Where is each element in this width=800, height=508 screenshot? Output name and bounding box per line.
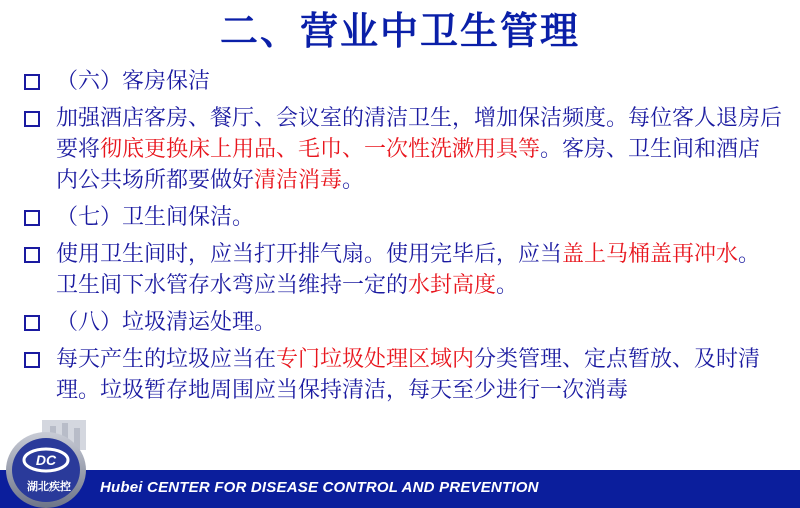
- text-segment: 。: [496, 273, 519, 298]
- text-segment: 。: [342, 168, 365, 193]
- bullet-list: [22, 66, 782, 412]
- text-segment: 每天产生的垃圾应当在: [56, 347, 277, 372]
- square-bullet-icon: [24, 210, 40, 226]
- text-segment: 分类管理、定点暂放、及时清理。垃圾暂存地周围应当保持清洁，每天至少进行一次消毒: [56, 347, 761, 403]
- text-segment: 使用卫生间时，应当打开排气扇。使用完毕后，应当: [56, 242, 563, 267]
- svg-text:DC: DC: [35, 452, 57, 468]
- square-bullet-icon: [24, 74, 40, 90]
- square-bullet-icon: [24, 111, 40, 127]
- text-segment: 。卫生间下水管存水弯应当维持一定的: [56, 242, 761, 298]
- highlight-segment: 清洁消毒: [254, 168, 343, 193]
- footer-org-name: Hubei CENTER FOR DISEASE CONTROL AND PREVENTION: [100, 479, 539, 496]
- bullet-item-5: [22, 307, 782, 338]
- text-segment: 加强酒店客房、餐厅、会议室的清洁卫生，增加保洁频度。每位客人退房后要将: [56, 106, 783, 162]
- highlight-segment: 彻底更换床上用品、毛巾、一次性洗漱用具等: [100, 137, 541, 162]
- text-segment: （六）客房保洁: [56, 69, 211, 94]
- square-bullet-icon: [24, 247, 40, 263]
- text-segment: （八）垃圾清运处理。: [56, 310, 277, 335]
- text-segment: （七）卫生间保洁。: [56, 205, 255, 230]
- square-bullet-icon: [24, 315, 40, 331]
- highlight-segment: 专门垃圾处理区域内: [276, 347, 475, 372]
- slide-title: 二、营业中卫生管理: [219, 9, 580, 53]
- highlight-segment: 水封高度: [408, 273, 497, 298]
- bullet-item-6: [22, 344, 782, 406]
- bullet-item-3: [22, 202, 782, 233]
- bullet-item-2: [22, 103, 782, 196]
- logo-caption: 湖北疾控: [27, 480, 71, 493]
- square-bullet-icon: [24, 352, 40, 368]
- bullet-item-4: [22, 239, 782, 301]
- text-segment: 。客房、卫生间和酒店内公共场所都要做好: [56, 137, 761, 193]
- footer-bar: [0, 470, 800, 508]
- bullet-item-1: [22, 66, 782, 97]
- highlight-segment: 盖上马桶盖再冲水: [562, 242, 739, 267]
- cdc-logo-icon: [2, 418, 98, 508]
